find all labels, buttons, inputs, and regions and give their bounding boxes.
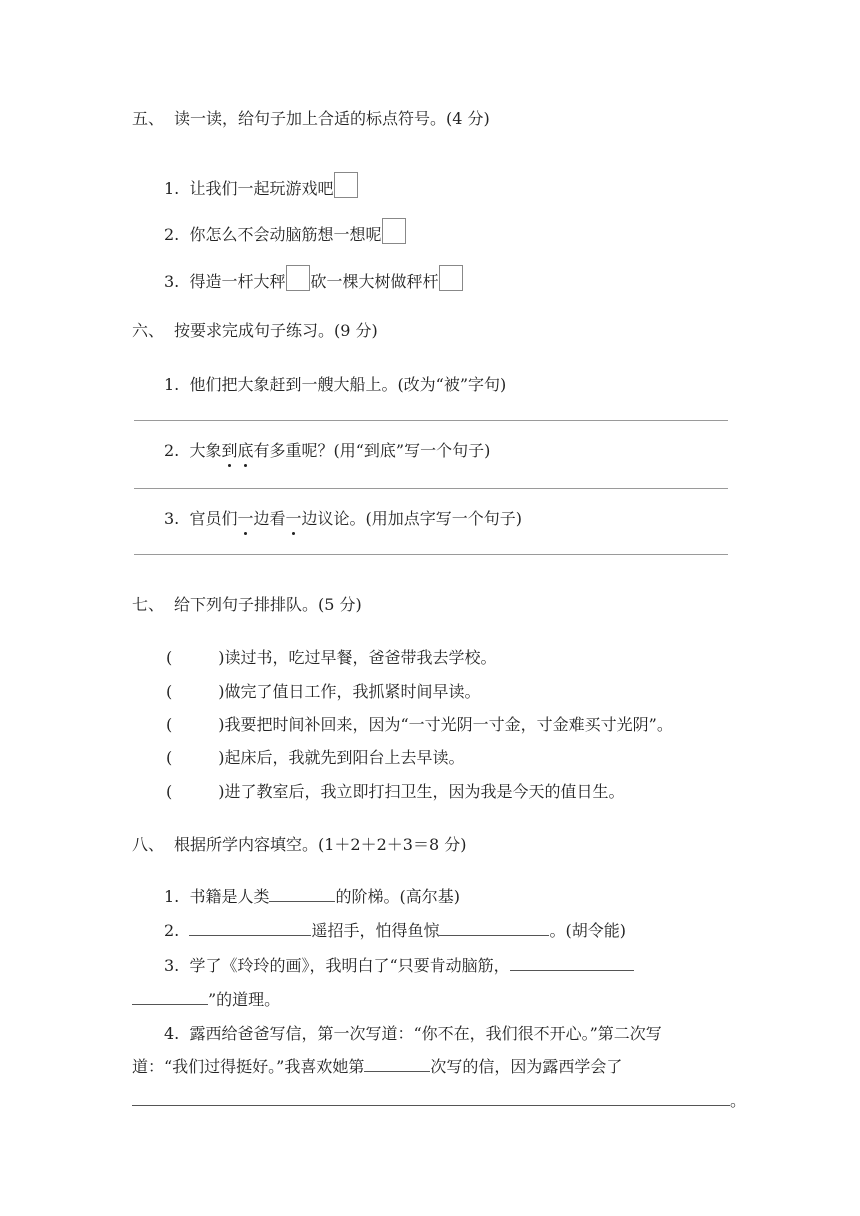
order-blank[interactable]: ( )	[166, 682, 225, 701]
fill-item-1	[164, 884, 460, 907]
emphasis-char: 到	[221, 441, 238, 460]
fill-text: 书籍是人类	[189, 887, 270, 906]
item-number: 3.	[164, 956, 180, 975]
item-number: 3.	[164, 272, 180, 291]
punctuation-box[interactable]	[286, 265, 310, 291]
punctuation-box[interactable]	[334, 172, 358, 198]
fill-blank[interactable]	[189, 921, 311, 936]
order-sentence: 读过书，吃过早餐，爸爸带我去学校。	[224, 648, 497, 667]
question-text: 边议论。(用加点字写一个句子)	[301, 509, 522, 528]
question-text: 大象	[189, 441, 222, 460]
order-sentence: 起床后，我就先到阳台上去早读。	[224, 748, 465, 767]
order-item-3	[166, 712, 673, 735]
fill-text: 。	[730, 1091, 747, 1110]
order-blank[interactable]: ( )	[166, 715, 225, 734]
answer-line-6-2[interactable]	[134, 488, 728, 489]
question-6-2	[164, 438, 490, 461]
fill-item-4-answer	[132, 1088, 746, 1111]
question-6-1	[164, 372, 506, 395]
question-5-2	[164, 218, 406, 245]
fill-blank[interactable]	[439, 921, 549, 936]
sentence-text: 你怎么不会动脑筋想一想呢	[189, 225, 382, 244]
fill-text: 露西给爸爸写信，第一次写道：“你不在，我们很不开心。”第二次写	[189, 1024, 662, 1043]
emphasis-char: 一	[285, 509, 302, 528]
order-sentence: 进了教室后，我立即打扫卫生，因为我是今天的值日生。	[224, 782, 625, 801]
fill-item-4-cont	[132, 1054, 622, 1077]
punctuation-box[interactable]	[382, 218, 406, 244]
item-number: 2.	[164, 225, 180, 244]
order-blank[interactable]: ( )	[166, 648, 225, 667]
order-blank[interactable]: ( )	[166, 782, 225, 801]
sentence-text: 砍一棵大树做秤杆	[310, 272, 439, 291]
question-text: 边看	[253, 509, 286, 528]
order-item-1	[166, 645, 497, 668]
sentence-text: 让我们一起玩游戏吧	[189, 179, 334, 198]
section-8-title: 根据所学内容填空。(1＋2＋2＋3＝8 分)	[174, 835, 467, 854]
section-7-number: 七、	[132, 595, 165, 614]
section-6-number: 六、	[132, 321, 165, 340]
section-6-title: 按要求完成句子练习。(9 分)	[174, 321, 378, 340]
fill-item-4	[164, 1021, 662, 1044]
order-sentence: 我要把时间补回来，因为“一寸光阴一寸金，寸金难买寸光阴”。	[224, 715, 673, 734]
fill-blank[interactable]	[132, 990, 208, 1005]
order-item-5	[166, 779, 625, 802]
fill-blank[interactable]	[269, 887, 335, 902]
fill-text: 的阶梯。(高尔基)	[335, 887, 460, 906]
fill-item-3-cont	[132, 987, 280, 1010]
sentence-text: 得造一杆大秤	[189, 272, 286, 291]
fill-text: 遥招手，怕得鱼惊	[311, 921, 440, 940]
item-number: 2.	[164, 921, 180, 940]
fill-item-3	[164, 953, 634, 976]
item-number: 4.	[164, 1024, 180, 1043]
order-item-2	[166, 679, 481, 702]
fill-text: 。(胡令能)	[549, 921, 626, 940]
order-item-4	[166, 745, 465, 768]
question-5-3	[164, 265, 463, 292]
fill-text: ”的道理。	[208, 990, 281, 1009]
question-text: 官员们	[189, 509, 238, 528]
answer-line-6-3[interactable]	[134, 554, 728, 555]
item-number: 1.	[164, 179, 180, 198]
answer-line-6-1[interactable]	[134, 420, 728, 421]
question-text: 有多重呢？(用“到底”写一个句子)	[253, 441, 491, 460]
order-blank[interactable]: ( )	[166, 748, 225, 767]
item-number: 1.	[164, 887, 180, 906]
question-text: 他们把大象赶到一艘大船上。(改为“被”字句)	[189, 375, 507, 394]
question-6-3	[164, 506, 522, 529]
emphasis-char: 一	[237, 509, 254, 528]
item-number: 2.	[164, 441, 180, 460]
fill-text: 次写的信，因为露西学会了	[430, 1057, 623, 1076]
section-5-number: 五、	[132, 109, 165, 128]
item-number: 1.	[164, 375, 180, 394]
fill-blank[interactable]	[364, 1057, 430, 1072]
fill-text: 道：“我们过得挺好。”我喜欢她第	[132, 1057, 365, 1076]
section-5-title: 读一读，给句子加上合适的标点符号。(4 分)	[174, 109, 490, 128]
order-sentence: 做完了值日工作，我抓紧时间早读。	[224, 682, 481, 701]
punctuation-box[interactable]	[439, 265, 463, 291]
emphasis-char: 底	[237, 441, 254, 460]
item-number: 3.	[164, 509, 180, 528]
fill-blank[interactable]	[510, 956, 634, 971]
question-5-1	[164, 172, 358, 199]
fill-blank[interactable]	[132, 1091, 730, 1106]
section-7-title: 给下列句子排排队。(5 分)	[174, 595, 362, 614]
fill-text: 学了《玲玲的画》，我明白了“只要肯动脑筋，	[189, 956, 510, 975]
fill-item-2	[164, 918, 626, 941]
section-8-number: 八、	[132, 835, 165, 854]
